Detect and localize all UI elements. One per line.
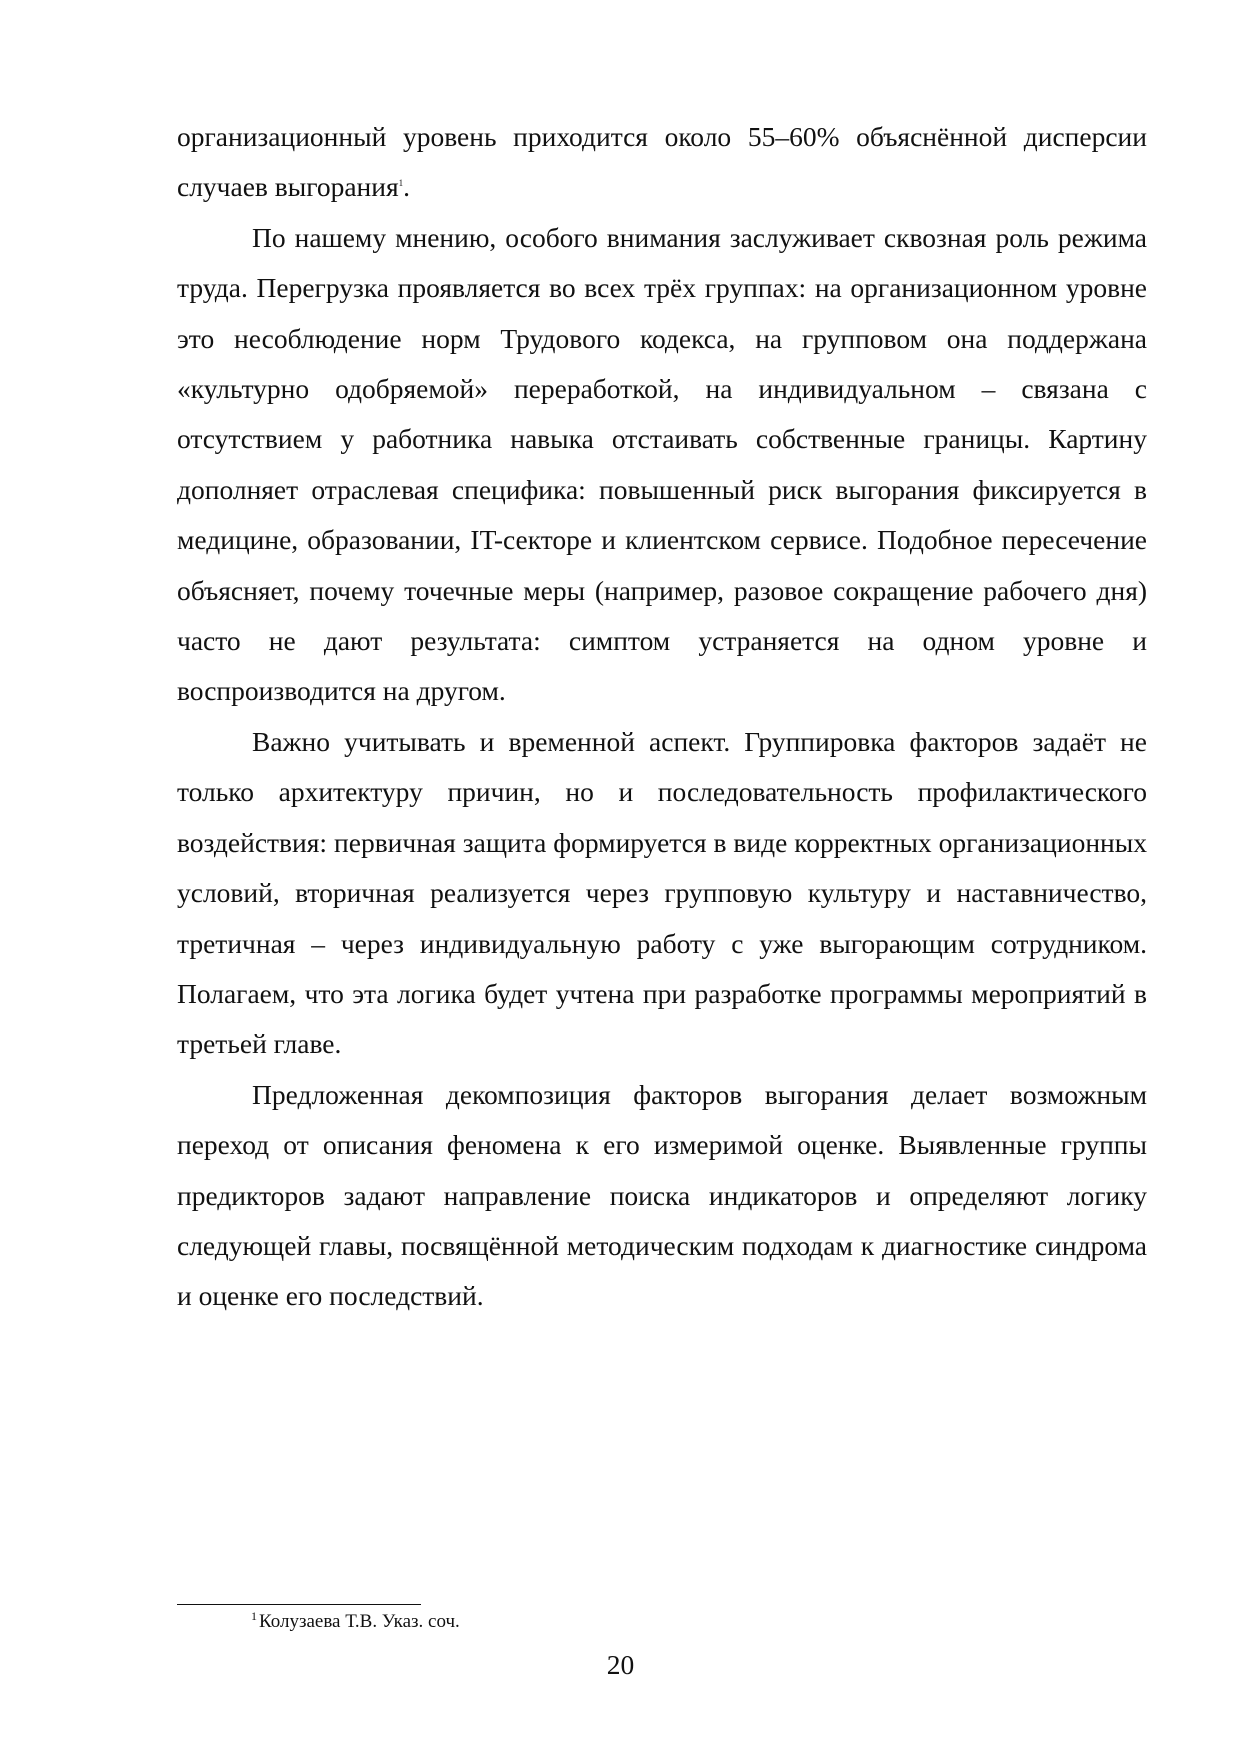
paragraph: Важно учитывать и временной аспект. Группировка факторов задаёт не только архитектуру причин, но и последовательность профилактического воздействия: первичная защита формируется в виде корректных организационных условий, вторичная реализуется через групповую культуру и наставничество, третичная – через индивидуальную работу с уже выгорающим сотрудником. Полагаем, что эта логика будет учтена при разработке программы мероприятий в третьей главе. xyxy=(177,725,1147,1060)
footnote-separator xyxy=(177,1604,421,1605)
body-text xyxy=(177,112,1147,1322)
footnote xyxy=(251,1610,460,1634)
paragraph: По нашему мнению, особого внимания заслуживает сквозная роль режима труда. Перегрузка проявляется во всех трёх группах: на организационном уровне это несоблюдение норм Трудового кодекса, на групповом она поддержана «культурно одобряемой» переработкой, на индивидуальном – связана с отсутствием у работника навыка отстаивать собственные границы. Картину дополняет отраслевая специфика: повышенный риск выгорания фиксируется в медицине, образовании, IT-секторе и клиентском сервисе. Подобное пересечение объясняет, почему точечные меры (например, разовое сокращение рабочего дня) часто не дают результата: симптом устраняется на одном уровне и воспроизводится на другом. xyxy=(177,221,1147,707)
page-number: 20 xyxy=(606,1649,635,1680)
paragraph-text: организационный уровень приходится около 55–60% объяснённой дисперсии случаев выгорания xyxy=(177,121,1147,203)
paragraph-tail: . xyxy=(403,171,410,203)
footnote-number: 1 xyxy=(251,1608,257,1623)
footnote-text: Колузаева Т.В. Указ. соч. xyxy=(259,1611,460,1632)
paragraph: Предложенная декомпозиция факторов выгорания делает возможным переход от описания феномена к его измеримой оценке. Выявленные группы предикторов задают направление поиска индикаторов и определяют логику следующей главы, посвящённой методическим подходам к диагностике синдрома и оценке его последствий. xyxy=(177,1078,1147,1312)
footnote-reference: 1 xyxy=(398,178,404,189)
paragraph-continuation xyxy=(177,112,1147,213)
